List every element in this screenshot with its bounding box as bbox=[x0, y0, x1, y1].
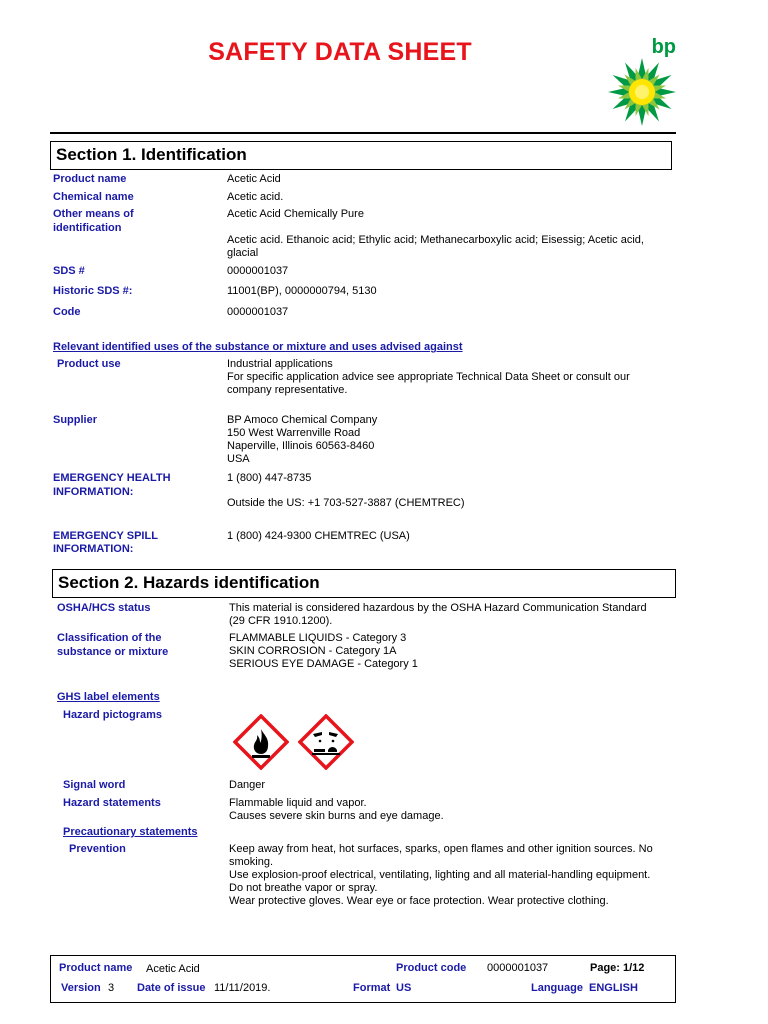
sds-label: SDS # bbox=[53, 265, 85, 277]
prevention-3: Use explosion-proof electrical, ventilating, lighting and all material-handling equipment. bbox=[229, 869, 651, 881]
corrosion-icon bbox=[298, 714, 354, 770]
product-use-2: For specific application advice see appropriate Technical Data Sheet or consult our bbox=[227, 371, 630, 383]
classification-2: SKIN CORROSION - Category 1A bbox=[229, 645, 397, 657]
signal-word-label: Signal word bbox=[63, 779, 126, 791]
signal-word-value: Danger bbox=[229, 779, 266, 791]
chemical-name-value: Acetic acid. bbox=[227, 191, 284, 203]
footer-version-label: Version bbox=[61, 982, 101, 994]
bp-logo-text: bp bbox=[651, 36, 676, 58]
other-means-value-2b: glacial bbox=[227, 247, 259, 259]
document-title: SAFETY DATA SHEET bbox=[208, 38, 472, 66]
footer-product-name-label: Product name bbox=[59, 962, 133, 974]
footer-language-label: Language bbox=[531, 982, 583, 994]
emergency-health-label-1: EMERGENCY HEALTH bbox=[53, 472, 171, 484]
footer-product-name: Acetic Acid bbox=[146, 963, 200, 975]
emergency-spill-label-2: INFORMATION: bbox=[53, 543, 134, 555]
historic-sds-label: Historic SDS #: bbox=[53, 285, 133, 297]
footer-format-label: Format bbox=[353, 982, 391, 994]
emergency-health-phone: 1 (800) 447-8735 bbox=[227, 472, 312, 484]
hazard-statements-label: Hazard statements bbox=[63, 797, 161, 809]
chemical-name-label: Chemical name bbox=[53, 191, 134, 203]
hazard-statement-2: Causes severe skin burns and eye damage. bbox=[229, 810, 444, 822]
page-footer bbox=[50, 955, 676, 1003]
classification-label-1: Classification of the bbox=[57, 632, 162, 644]
osha-status-1: This material is considered hazardous by the OSHA Hazard Communication Standard bbox=[229, 602, 647, 614]
precautionary-statements-link[interactable]: Precautionary statements bbox=[63, 826, 198, 838]
other-means-label-line-2: identification bbox=[53, 222, 122, 234]
section-2-heading: Section 2. Hazards identification bbox=[52, 569, 676, 598]
supplier-line-4: USA bbox=[227, 453, 250, 465]
section-1-heading: Section 1. Identification bbox=[50, 141, 672, 170]
code-value: 0000001037 bbox=[227, 306, 289, 318]
prevention-5: Wear protective gloves. Wear eye or face protection. Wear protective clothing. bbox=[229, 895, 609, 907]
footer-format: US bbox=[396, 982, 412, 994]
header-rule bbox=[50, 132, 676, 134]
classification-3: SERIOUS EYE DAMAGE - Category 1 bbox=[229, 658, 418, 670]
code-label: Code bbox=[53, 306, 81, 318]
helios-icon bbox=[606, 56, 678, 128]
sds-value: 0000001037 bbox=[227, 265, 289, 277]
footer-language: ENGLISH bbox=[589, 982, 638, 994]
emergency-health-label-2: INFORMATION: bbox=[53, 486, 134, 498]
classification-1: FLAMMABLE LIQUIDS - Category 3 bbox=[229, 632, 407, 644]
emergency-health-outside-us: Outside the US: +1 703-527-3887 (CHEMTREC) bbox=[227, 497, 465, 509]
product-use-label: Product use bbox=[57, 358, 121, 370]
supplier-label: Supplier bbox=[53, 414, 98, 426]
bp-logo bbox=[606, 36, 678, 132]
prevention-2: smoking. bbox=[229, 856, 274, 868]
product-use-3: company representative. bbox=[227, 384, 348, 396]
supplier-line-3: Naperville, Illinois 60563-8460 bbox=[227, 440, 375, 452]
emergency-spill-phone: 1 (800) 424-9300 CHEMTREC (USA) bbox=[227, 530, 410, 542]
prevention-1: Keep away from heat, hot surfaces, sparks, open flames and other ignition sources. No bbox=[229, 843, 653, 855]
prevention-label: Prevention bbox=[69, 843, 126, 855]
footer-date-label: Date of issue bbox=[137, 982, 206, 994]
supplier-line-1: BP Amoco Chemical Company bbox=[227, 414, 378, 426]
footer-product-code-label: Product code bbox=[396, 962, 467, 974]
product-name-value: Acetic Acid bbox=[227, 173, 281, 185]
prevention-4: Do not breathe vapor or spray. bbox=[229, 882, 378, 894]
other-means-value-1: Acetic Acid Chemically Pure bbox=[227, 208, 364, 220]
product-use-1: Industrial applications bbox=[227, 358, 333, 370]
emergency-spill-label-1: EMERGENCY SPILL bbox=[53, 530, 158, 542]
footer-date: 11/11/2019. bbox=[214, 982, 271, 994]
ghs-label-elements-link[interactable]: GHS label elements bbox=[57, 691, 160, 703]
hazard-statement-1: Flammable liquid and vapor. bbox=[229, 797, 367, 809]
historic-sds-value: 11001(BP), 0000000794, 5130 bbox=[227, 285, 377, 297]
footer-page-number: Page: 1/12 bbox=[590, 962, 645, 974]
classification-label-2: substance or mixture bbox=[57, 646, 169, 658]
relevant-uses-link[interactable]: Relevant identified uses of the substance or mixture and uses advised against bbox=[53, 341, 463, 353]
hazard-pictograms-label: Hazard pictograms bbox=[63, 709, 163, 721]
other-means-label-line-1: Other means of bbox=[53, 208, 134, 220]
osha-status-label: OSHA/HCS status bbox=[57, 602, 151, 614]
other-means-value-2a: Acetic acid. Ethanoic acid; Ethylic acid; Methanecarboxylic acid; Eisessig; Acetic acid, bbox=[227, 234, 644, 246]
flame-icon bbox=[233, 714, 289, 770]
footer-product-code: 0000001037 bbox=[487, 962, 549, 974]
product-name-label: Product name bbox=[53, 173, 127, 185]
supplier-line-2: 150 West Warrenville Road bbox=[227, 427, 361, 439]
osha-status-2: (29 CFR 1910.1200). bbox=[229, 615, 333, 627]
footer-version: 3 bbox=[108, 982, 115, 994]
